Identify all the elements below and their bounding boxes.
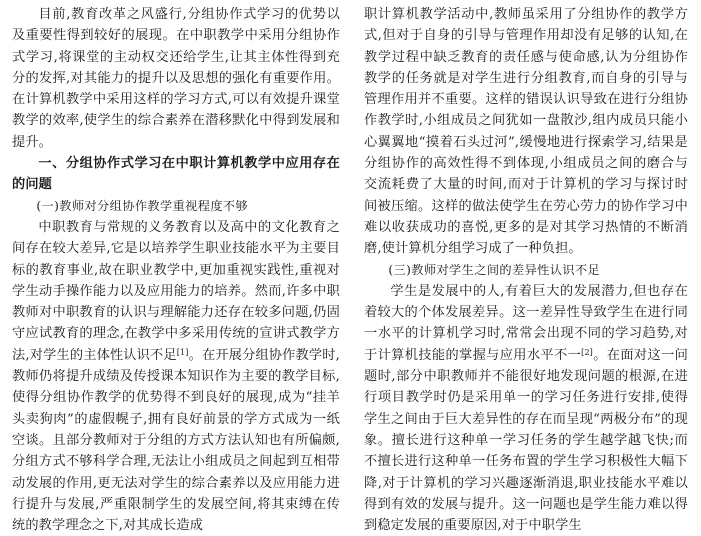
body-paragraph-3-end: 。在面对这一问题时,部分中职教师并不能很好地发现问题的根源,在进行项目教学时仍是采用单一的学习任务进行安排,使得学生之间由于巨大差异性的存在而呈现“两极分布”的现象。擅长进行这种单一学习任务的学生越学越飞快;而不擅长进行这种单一任务布置的学生学习积极性大幅下降,对于计算机的学习兴趣逐渐消退,职业技能水平难以得到有效的发展与提升。这一问题也是学生能力难以得到稳定发展的重要原因,对于中职学生 [364,347,688,534]
subsection-heading-3: (三)教师对学生之间的差异性认识不足 [388,262,601,277]
body-paragraph-3-text: 学生是发展中的人,有着巨大的发展潜力,但也存在着较大的个体发展差异。这一差异性导致学生在进行同一水平的计算机学习时,常常会出现不同的学习趋势,对于计算机技能的掌握与应用水平不一 [364,283,688,363]
body-paragraph-1 [12,217,340,536]
section-heading-1: 一、分组协作式学习在中职计算机教学中应用存在的问题 [12,156,340,193]
left-column [12,4,340,536]
citation-2: [2] [581,347,593,357]
continued-paragraph: 职计算机教学活动中,教师虽采用了分组协作的教学方式,但对于自身的引导与管理作用却没有足够的认知,在教学过程中缺乏教育的责任感与使命感,认为分组协作教学的任务就是对学生进行分组教育,而自身的引导与管理作用并不重要。这样的错误认识导致在进行分组协作教学时,小组成员之间犹如一盘散沙,组内成员只能小心翼翼地“摸着石头过河”,缓慢地进行探索学习,结果是分组协作的高效性得不到体现,小组成员之间的磨合与交流耗费了大量的时间,而对于计算机的学习与探讨时间被压缩。这样的做法使学生在劳心劳力的协作学习中难以收获成功的喜悦,更多的是对其学习热情的不断消磨,使计算机分组学习成了一种负担。 [364,7,688,257]
body-paragraph-1-end: 。在开展分组协作教学时,教师仍将提升成绩及传授课本知识作为主要的教学目标,使得分组协作教学的优势得不到良好的展现,成为“挂羊头卖狗肉”的虚假幌子,拥有良好前景的学方式成为一纸空谈。且部分教师对于分组的方式方法认知也有所偏颇,分组方式不够科学合理,无法让小组成员之间起到互相带动发展的作用,更无法对学生的综合素养以及应用能力进行提升与发展,严重限制学生的发展空间,将其束缚在传统的教学理念之下,对其成长造成 [12,347,340,534]
body-paragraph-3 [364,281,688,536]
subsection-heading-1: (一)教师对分组协作教学重视程度不够 [36,198,249,213]
citation-1: [1] [176,347,189,357]
intro-paragraph: 目前,教育改革之风盛行,分组协作式学习的优势以及重要性得到较好的展现。在中职教学中采用分组协作式学习,将课堂的主动权交还给学生,让其主体性得到充分的发挥,对其能力的提升以及思想的强化有重要作用。在计算机教学中采用这样的学习方式,可以有效提升课堂教学的效率,使学生的综合素养在潜移默化中得到发展和提升。 [12,7,340,150]
right-column [364,4,688,536]
body-paragraph-1-text: 中职教育与常规的义务教育以及高中的文化教育之间存在较大差异,它是以培养学生职业技能水平为主要目标的教育事业,故在职业教学中,更加重视实践性,重视对学生动手操作能力以及应用能力的培养。然而,许多中职教师对中职教育的认识与理解能力还存在较多问题,仍固守应试教育的理念,在教学中多采用传统的宣讲式教学方法,对学生的主体性认识不足 [12,219,340,363]
